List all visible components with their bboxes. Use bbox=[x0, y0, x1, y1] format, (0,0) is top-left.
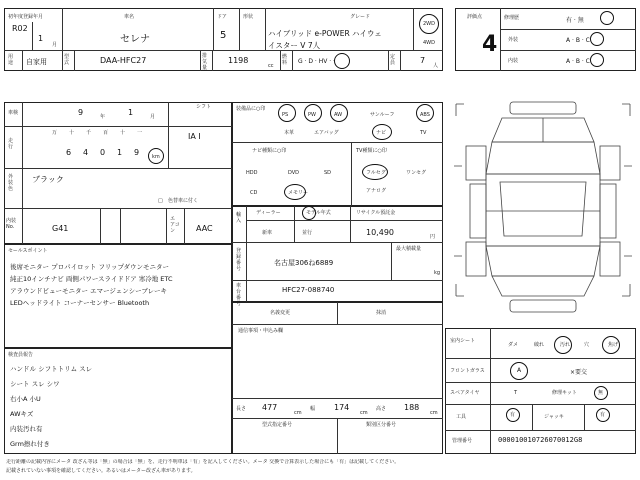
spare-circle bbox=[594, 386, 608, 400]
nav-item: CD bbox=[250, 190, 258, 196]
title-sub: 抹消 bbox=[376, 310, 387, 316]
tv-item: ワンセグ bbox=[406, 170, 427, 176]
model-year-label: モデル年式 bbox=[306, 210, 331, 216]
inspector-line: ハンドル シフトトリム スレ bbox=[10, 365, 93, 373]
shift-label: シフト bbox=[196, 104, 212, 110]
odo-digit-header: 千 bbox=[86, 130, 92, 136]
tv-item: フルセグ bbox=[366, 170, 386, 176]
aircon-label: エアコン bbox=[170, 216, 180, 234]
seat-option: 焦げ bbox=[608, 342, 619, 348]
odo-label: 走行 bbox=[8, 138, 14, 150]
equipment-circle bbox=[278, 104, 296, 122]
inner-no-label: 内装 No. bbox=[6, 218, 17, 230]
chassis-value: HFC27-088740 bbox=[282, 286, 335, 294]
fuel-label: 燃料 bbox=[282, 54, 288, 66]
notes-label: 通信事項・申込み欄 bbox=[238, 328, 284, 334]
cc-unit: cc bbox=[268, 63, 274, 69]
shaken-year-unit: 年 bbox=[100, 114, 106, 120]
mileage-frame bbox=[4, 102, 232, 244]
odo-digit: 6 bbox=[66, 148, 72, 157]
shift-value: IA I bbox=[188, 132, 201, 141]
max-load-label: 最大積載量 bbox=[396, 246, 422, 252]
jack-label: ジャッキ bbox=[544, 414, 564, 420]
odo-digit: 0 bbox=[100, 148, 106, 157]
equipment-item: サンルーフ bbox=[370, 112, 395, 118]
odo-digit-header: 十 bbox=[69, 130, 75, 136]
use-label: 用途 bbox=[8, 54, 14, 66]
equipment-item: 本革 bbox=[284, 130, 295, 136]
car-name-value: セレナ bbox=[120, 34, 150, 45]
glass-option-a: A bbox=[517, 367, 522, 374]
dealer-sub-parallel: 並行 bbox=[302, 230, 313, 236]
spare-option: 修理キット bbox=[552, 390, 577, 396]
nav-item: DVD bbox=[288, 170, 300, 176]
fuel-hv-circle bbox=[334, 53, 350, 69]
dealer-sub-new: 新車 bbox=[262, 230, 273, 236]
repair-circle bbox=[600, 11, 614, 25]
aircon-value: AAC bbox=[196, 224, 213, 233]
model-value: DAA-HFC27 bbox=[100, 56, 147, 65]
capacity-label: 定員 bbox=[390, 54, 396, 66]
spare-option: T bbox=[514, 390, 518, 396]
inspector-title: 検査員報告 bbox=[8, 352, 34, 358]
equipment-item: エアバッグ bbox=[314, 130, 339, 136]
navi-circle bbox=[372, 124, 392, 140]
awd-label: 4WD bbox=[423, 40, 435, 46]
glass-label: フロントガラス bbox=[450, 368, 485, 374]
seat-circle-2 bbox=[602, 336, 620, 354]
length-label: 長さ bbox=[236, 406, 247, 412]
odo-digit-header: 一 bbox=[137, 130, 143, 136]
height-value: 188 bbox=[404, 403, 420, 412]
sales-point-line: 純正10インチナビ 両側パワースライドドア 寒冷地 ETC bbox=[10, 275, 173, 283]
class-label: 類別区分番号 bbox=[366, 422, 397, 428]
month-unit: 月 bbox=[52, 42, 58, 48]
grade-value-2: イスター V 7人 bbox=[268, 41, 321, 50]
exterior-label: 外装 bbox=[508, 37, 519, 43]
shaken-month: 1 bbox=[128, 108, 134, 117]
exterior-circle bbox=[590, 32, 604, 46]
cert-label: 型式指定番号 bbox=[262, 422, 293, 428]
odo-unit: km bbox=[152, 154, 160, 160]
equipment-item: ABS bbox=[420, 112, 430, 118]
glass-option-b: ×要交 bbox=[570, 369, 588, 376]
length-value: 477 bbox=[262, 403, 278, 412]
color-change: 色替車に付く bbox=[168, 198, 199, 204]
seat-option: 汚れ bbox=[560, 342, 571, 348]
tv-title: TV種類に○印 bbox=[356, 148, 387, 154]
grade-label: グレード bbox=[350, 14, 371, 20]
sales-points-title: セールスポイント bbox=[8, 248, 48, 254]
nav-item: SD bbox=[324, 170, 332, 176]
car-name-label: 車名 bbox=[124, 14, 135, 20]
seat-option: 破れ bbox=[534, 342, 545, 348]
seat-label: 室内シート bbox=[450, 338, 476, 344]
nav-title: ナビ種類に○印 bbox=[252, 148, 287, 154]
shaken-year: 9 bbox=[78, 108, 84, 117]
grade-value-1: ハイブリッド e-POWER ハイウェ bbox=[268, 29, 382, 38]
height-unit: cm bbox=[430, 410, 438, 416]
door-value: 5 bbox=[220, 30, 227, 41]
equipment-item: PS bbox=[282, 112, 289, 118]
nav-item: HDD bbox=[246, 170, 258, 176]
shaken-month-unit: 月 bbox=[150, 114, 156, 120]
shaken-label: 車検 bbox=[8, 110, 19, 116]
width-value: 174 bbox=[334, 403, 350, 412]
door-label: ドア bbox=[217, 14, 227, 20]
odo-digit: 1 bbox=[117, 148, 123, 157]
cc-label: 排気量 bbox=[202, 53, 208, 71]
jack-value: 有 bbox=[600, 412, 606, 418]
rating-value: 4 bbox=[482, 32, 498, 57]
mgmt-label: 管理番号 bbox=[452, 438, 473, 444]
odo-digit: 4 bbox=[83, 148, 89, 157]
equipment-item: AW bbox=[334, 112, 343, 118]
rating-label: 評価点 bbox=[467, 14, 483, 20]
sales-point-line: LEDヘッドライト コーナーセンサー Bluetooth bbox=[10, 299, 150, 307]
equipment-item: TV bbox=[420, 130, 427, 136]
max-load-unit: kg bbox=[434, 270, 441, 276]
recycle-unit: 円 bbox=[430, 234, 436, 240]
seat-circle-1 bbox=[554, 336, 572, 354]
color-value: ブラック bbox=[32, 175, 64, 184]
fwd-label: 2WD bbox=[423, 21, 435, 27]
equipment-item: PW bbox=[308, 112, 316, 118]
odo-digit-header: 万 bbox=[52, 130, 58, 136]
car-damage-diagram bbox=[450, 96, 636, 322]
width-label: 幅 bbox=[310, 406, 316, 412]
width-unit: cm bbox=[360, 410, 368, 416]
tv-item: アナログ bbox=[366, 188, 387, 194]
dealer-label: ディーラー bbox=[256, 210, 281, 216]
footer-line-2: 記載されていない事項を確認してください。あるいはメーター改ざん車があります。 bbox=[6, 468, 196, 474]
sales-points-frame bbox=[4, 244, 232, 348]
shape-label: 形状 bbox=[243, 14, 254, 20]
reg-year-value: R02 bbox=[12, 24, 28, 33]
capacity-value: 7 bbox=[420, 56, 426, 65]
odo-digit: 9 bbox=[134, 148, 140, 157]
plate-value: 名古屋306ね6889 bbox=[274, 259, 334, 267]
mgmt-value: 000010010726070012G8 bbox=[498, 436, 583, 444]
equipment-circle bbox=[416, 104, 434, 122]
spare-option: 無 bbox=[598, 390, 604, 396]
tv-fullseg-circle bbox=[362, 164, 388, 180]
glass-circle bbox=[510, 362, 528, 380]
plate-label: 登録番号 bbox=[236, 248, 242, 272]
model-label: 型式 bbox=[64, 54, 70, 66]
title-transfer: 名義変更 bbox=[270, 310, 291, 316]
inspector-line: Grm擦れ付き bbox=[10, 440, 50, 448]
spare-label: スペアタイヤ bbox=[450, 390, 480, 396]
exterior-options: A · B · C bbox=[566, 37, 590, 44]
height-label: 高さ bbox=[376, 406, 387, 412]
fuel-options: G · D · HV · · bbox=[298, 58, 335, 65]
length-unit: cm bbox=[294, 410, 302, 416]
equipment-item: ナビ bbox=[376, 130, 387, 136]
inspector-line: 右小A 小U bbox=[10, 395, 41, 403]
equipment-circle bbox=[304, 104, 322, 122]
recycle-label: リサイクル預託金 bbox=[356, 210, 396, 216]
tools-value: 有 bbox=[510, 412, 516, 418]
inner-no-value: G41 bbox=[52, 224, 69, 233]
chassis-label: 車台番号 bbox=[236, 283, 242, 307]
odo-digit-header: 百 bbox=[103, 130, 109, 136]
recycle-value: 10,490 bbox=[366, 228, 394, 237]
nav-memory-circle bbox=[284, 184, 309, 200]
inspector-line: シート スレ シワ bbox=[10, 380, 60, 388]
use-value: 自家用 bbox=[26, 58, 47, 66]
footer-line-1: 走行距離の記載内容にメータ 改ざん等は「無」の場合は「無」を、走行不明車は「有」を記入してください。メータ 交換で合算表示した場合にも「有」は記載してください。 bbox=[6, 459, 400, 465]
repair-options: 有 · 無 bbox=[566, 17, 584, 24]
cc-value: 1198 bbox=[228, 56, 249, 65]
odo-digit-header: 十 bbox=[120, 130, 126, 136]
seat-option: ダメ bbox=[508, 342, 519, 348]
sales-point-line: 後席モニター プロパイロット フリップダウンモニター bbox=[10, 263, 170, 271]
color-label: 外装色 bbox=[8, 174, 14, 192]
reg-month-value: 1 bbox=[38, 34, 44, 43]
nav-item: メモリー bbox=[288, 190, 309, 196]
sales-point-line: アラウンドビューモニター エマージェンシーブレーキ bbox=[10, 287, 168, 295]
seat-option: 穴 bbox=[584, 342, 590, 348]
interior-label: 内装 bbox=[508, 58, 519, 64]
inspector-line: AWキズ bbox=[10, 410, 34, 418]
repair-label: 修理歴 bbox=[504, 15, 520, 21]
equipment-circle bbox=[330, 104, 348, 122]
tools-label: 工具 bbox=[456, 414, 467, 420]
equipment-title: 装備品に○印 bbox=[236, 106, 266, 112]
reg-year-label: 初年度登録年月 bbox=[8, 14, 44, 20]
interior-circle bbox=[590, 53, 604, 67]
interior-options: A · B · C bbox=[566, 58, 590, 65]
inspector-line: 内装汚れ有 bbox=[10, 425, 43, 433]
capacity-unit: 人 bbox=[433, 63, 439, 69]
